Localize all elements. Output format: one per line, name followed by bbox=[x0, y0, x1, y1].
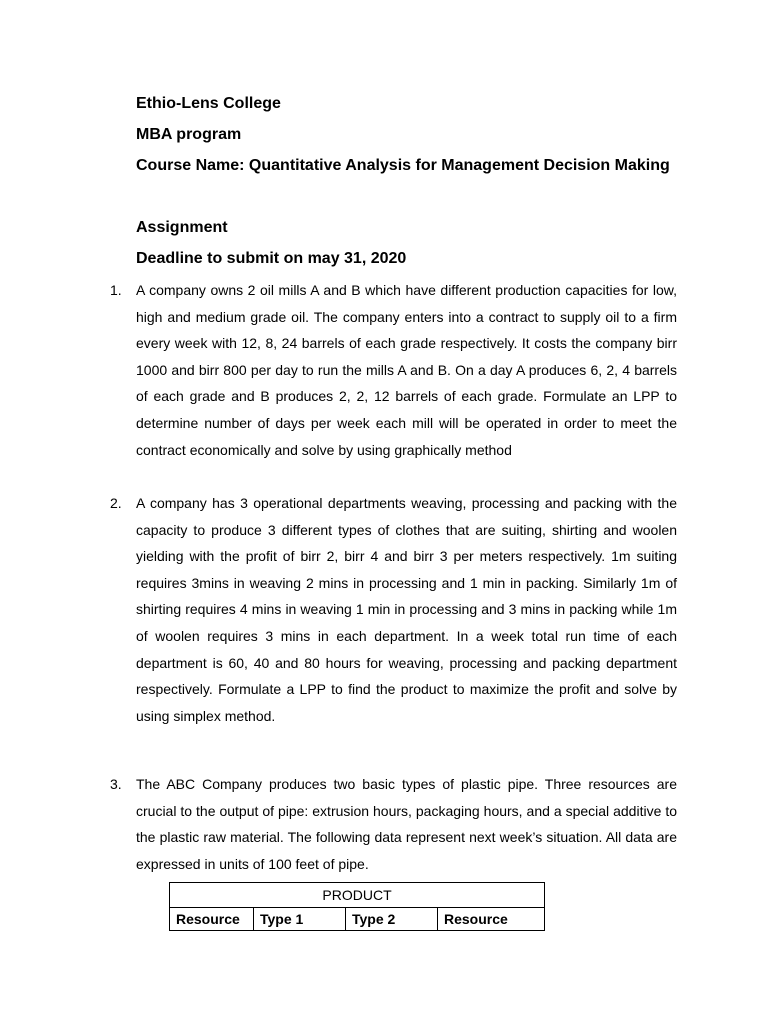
question-3-text: The ABC Company produces two basic types of plastic pipe. Three resources are crucial to the output of pipe: extrusion hours, packaging hours, and a special additive to the plastic raw material. The following data represent next week’s situation. All data are expressed in units of 100 feet of pipe. bbox=[136, 776, 677, 872]
table-header-row bbox=[170, 908, 545, 931]
question-3-number: 3. bbox=[110, 776, 122, 792]
deadline: Deadline to submit on may 31, 2020 bbox=[136, 250, 407, 267]
course-name: Course Name: Quantitative Analysis for Management Decision Making bbox=[136, 157, 670, 174]
question-2-number: 2. bbox=[110, 495, 122, 511]
question-2-text: A company has 3 operational departments weaving, processing and packing with the capacity to produce 3 different types of clothes that are suiting, shirting and woolen yielding with the profit of birr 2, birr 4 and birr 3 per meters respectively. 1m suiting requires 3mins in weaving 2 mins in processing and 1 min in packing. Similarly 1m of shirting requires 4 mins in weaving 1 min in processing and 3 mins in packing while 1m of woolen requires 3 mins in each department. In a week total run time of each department is 60, 40 and 80 hours for weaving, processing and packing department respectively. Formulate a LPP to find the product to maximize the profit and solve by using simplex method. bbox=[136, 495, 677, 724]
column-header-resource: Resource bbox=[170, 908, 254, 931]
assignment-title: Assignment bbox=[136, 219, 228, 236]
column-header-type-1: Type 1 bbox=[254, 908, 346, 931]
table-group-header-row bbox=[170, 883, 545, 908]
question-1-text: A company owns 2 oil mills A and B which have different production capacities for low, high and medium grade oil. The company enters into a contract to supply oil to a firm every week with 12, 8, 24 barrels of each grade respectively. It costs the company birr 1000 and birr 800 per day to run the mills A and B. On a day A produces 6, 2, 4 barrels of each grade and B produces 2, 2, 12 barrels of each grade. Formulate an LPP to determine number of days per week each mill will be operated in order to meet the contract economically and solve by using graphically method bbox=[136, 282, 677, 458]
product-header: PRODUCT bbox=[170, 883, 545, 908]
program-name: MBA program bbox=[136, 126, 242, 143]
column-header-resource-availability: Resource bbox=[438, 908, 545, 931]
column-header-type-2: Type 2 bbox=[346, 908, 438, 931]
college-name: Ethio-Lens College bbox=[136, 95, 281, 112]
question-1-number: 1. bbox=[110, 282, 122, 298]
resource-table bbox=[169, 882, 545, 931]
